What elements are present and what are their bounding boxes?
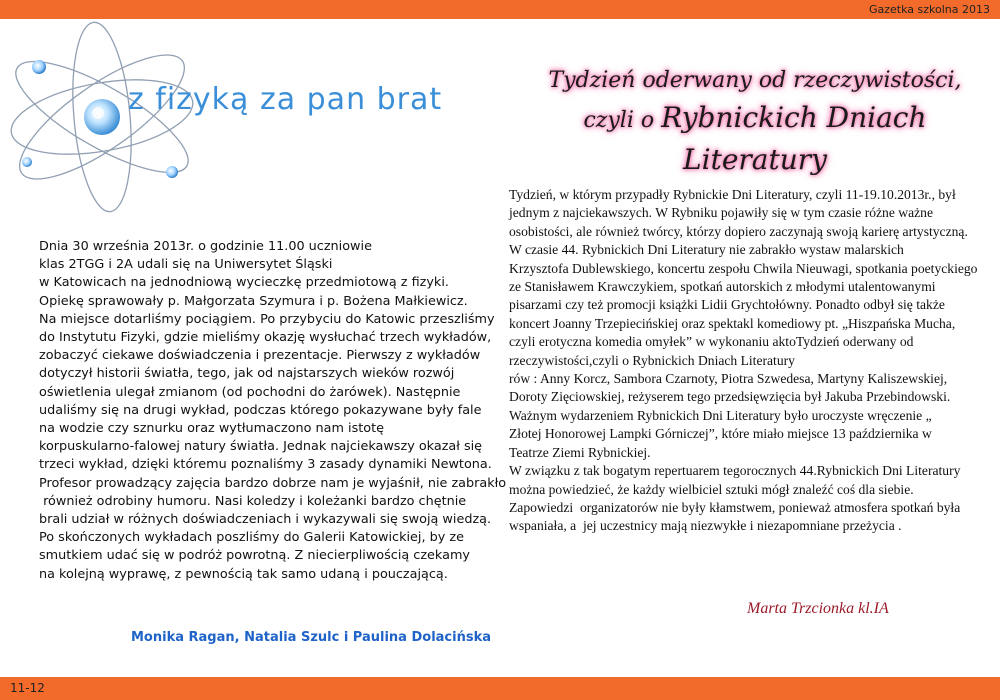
right-article-body	[509, 186, 999, 536]
right-article-author: Marta Trzcionka kl.IA	[747, 600, 889, 617]
left-article-line: na wodzie czy sznurku oraz wytłumaczono nam istotę	[39, 421, 384, 437]
left-article-line: do Instytutu Fizyki, gdzie mieliśmy okazję wysłuchać trzech wykładów,	[39, 330, 492, 346]
right-heading-line2	[515, 97, 995, 181]
left-article-line: zobaczyć ciekawe doświadczenia i prezentacje. Pierwszy z wykładów	[39, 348, 481, 364]
right-article-line: Tydzień, w którym przypadły Rybnickie Dni Literatury, czyli 11-19.10.2013r., był	[509, 187, 956, 202]
left-article-line: udaliśmy się na drugi wykład, podczas którego pokazywane były fale	[39, 402, 482, 418]
left-article-line: oświetlenia ulegał zmianom (od pochodni do żarówek). Następnie	[39, 384, 461, 400]
right-article-line: Doroty Zięciowskiej, reżyserem tego przedsięwzięcia był Jakuba Przebindowski.	[509, 389, 951, 405]
newsletter-title: Gazetka szkolna 2013	[868, 3, 990, 16]
right-article-line: W związku z tak bogatym repertuarem tegorocznych 44.Rybnickich Dni Literatury	[509, 463, 961, 479]
bottom-bar	[0, 677, 1000, 700]
right-article-line: rzeczywistości,czyli o Rybnickich Dniach Literatury	[509, 352, 795, 368]
left-article-line: dotyczył historii światła, tego, jak od najstarszych wieków rozwój	[39, 366, 455, 382]
left-article-line: klas 2TGG i 2A udali się na Uniwersytet Śląski	[39, 257, 333, 273]
right-article-line: można powiedzieć, że każdy wielbiciel sztuki mógł znaleźć coś dla siebie.	[509, 481, 914, 497]
page-number: 11-12	[10, 681, 45, 695]
right-heading-word-dniach: Dniach	[826, 101, 927, 134]
left-article-authors: Monika Ragan, Natalia Szulc i Paulina Dolacińska	[131, 630, 492, 645]
left-article-line: Opiekę sprawowały p. Małgorzata Szymura i p. Bożena Małkiewicz.	[39, 293, 468, 309]
left-article-line: smutkiem udać się w podróż powrotną. Z niecierpliwością czekamy	[39, 548, 471, 564]
left-article-line: Po skończonych wykładach poszliśmy do Galerii Katowickiej, by ze	[39, 530, 464, 546]
right-heading-line1: Tydzień oderwany od rzeczywistości,	[548, 68, 962, 93]
right-article-line: osobistości, ale również twórcy, którzy dopiero zaczynają swoją karierę artystyczną.	[509, 223, 968, 239]
left-article-line: również odrobiny humoru. Nasi koledzy i koleżanki bardzo chętnie	[39, 493, 467, 509]
right-article-line: Ważnym wydarzeniem Rybnickich Dni Literatury było uroczyste wręczenie „	[509, 407, 932, 423]
right-article-line: rów : Anny Korcz, Sambora Czarnoty, Piotra Szwedesa, Martyny Kaliszewskiej,	[509, 371, 948, 387]
right-article-line: jednym z najciekawszych. W Rybniku pojawiły się w tym czasie różne ważne	[509, 205, 934, 221]
right-article-heading	[515, 64, 995, 181]
left-article-body	[39, 238, 509, 584]
right-article-line: pisarzami czy też promocji książki Lidii Grychtołówny. Ponadto odbył się także	[509, 297, 945, 313]
right-article-line: Zapowiedzi organizatorów nie były kłamstwem, ponieważ atmosfera spotkań była	[509, 499, 961, 515]
left-article-line: Dnia 30 września 2013r. o godzinie 11.00 uczniowie	[39, 239, 372, 254]
right-article-line: W czasie 44. Rybnickich Dni Literatury nie zabrakło wystaw malarskich	[509, 242, 904, 258]
left-article-line: w Katowicach na jednodniową wycieczkę przedmiotową z fizyki.	[39, 275, 449, 291]
right-article-line: Krzysztofa Dublewskiego, koncertu zespołu Chwila Nieuwagi, spotkania poetyckiego	[509, 260, 978, 276]
left-article-line: na kolejną wyprawę, z pewnością tak samo udaną i pouczającą.	[39, 566, 448, 582]
right-article-line: wspaniała, a jej uczestnicy mają niezwykłe i niezapomniane przeżycia .	[509, 518, 902, 534]
right-heading-word-literatury: Literatury	[683, 143, 827, 176]
right-article-line: ze Stanisławem Krawczykiem, spotkań autorskich z młodymi utalentowanymi	[509, 279, 936, 295]
right-article-line: czyli erotyczna komedia omyłek” w wykonaniu aktoTydzień oderwany od	[509, 334, 914, 350]
left-article-line: trzeci wykład, dzięki któremu poznaliśmy 3 zasady dynamiki Newtona.	[39, 457, 492, 473]
atom-icon	[2, 12, 212, 227]
left-article-line: Na miejsce dotarliśmy pociągiem. Po przybyciu do Katowic przeszliśmy	[39, 311, 495, 327]
left-article-line: brali udział w różnych doświadczeniach i wykazywali się swoją wiedzą.	[39, 512, 492, 528]
left-article-line: Profesor prowadzący zajęcia bardzo dobrze nam je wyjaśnił, nie zabrakło	[39, 475, 507, 491]
right-heading-word-rybnickich: Rybnickich	[661, 101, 827, 134]
left-article-heading: z fizyką za pan brat	[128, 82, 443, 117]
right-article-line: Teatrze Ziemi Rybnickiej.	[509, 444, 651, 460]
right-heading-prefix: czyli o	[583, 108, 662, 133]
right-article-line: Złotej Honorowej Lampki Górniczej”, które miało miejsce 13 października w	[509, 426, 932, 442]
right-article-line: koncert Joanny Trzepiecińskiej oraz spektakl komediowy pt. „Hiszpańska Mucha,	[509, 315, 956, 331]
left-article-line: korpuskularno-falowej natury światła. Jednak najciekawszy okazał się	[39, 439, 483, 455]
